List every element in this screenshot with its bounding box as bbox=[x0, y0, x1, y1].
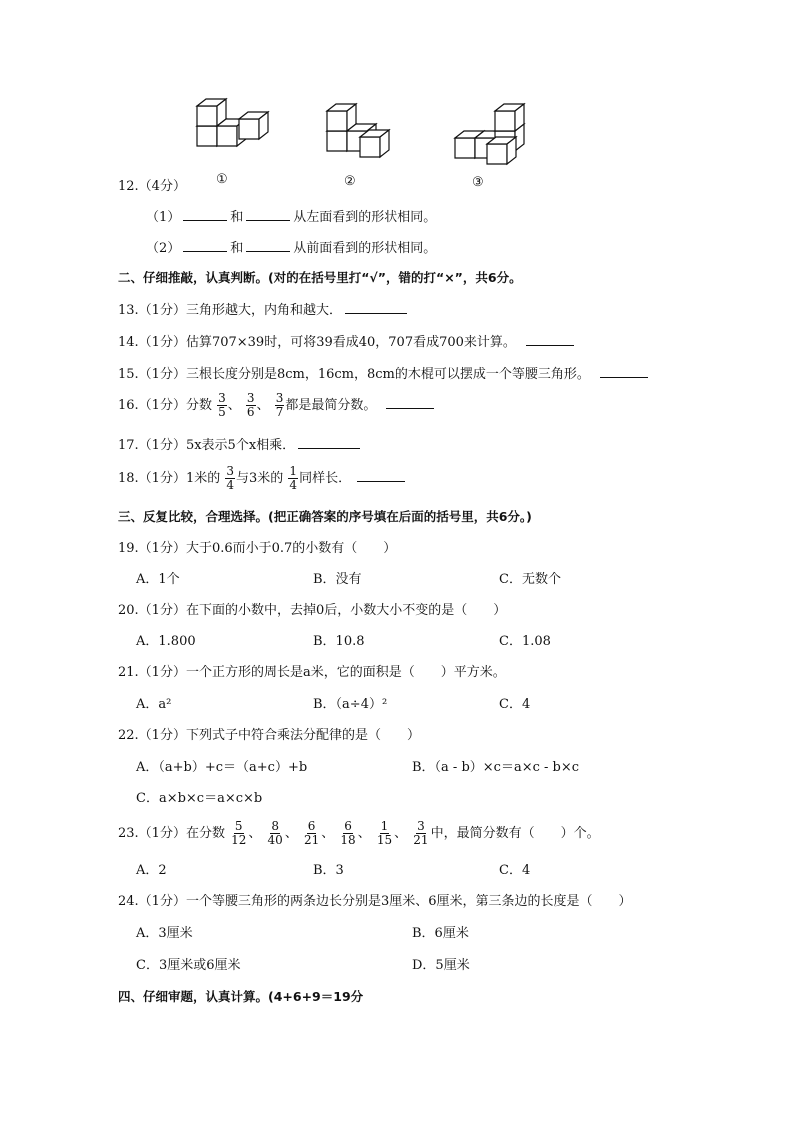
q19-option-a[interactable]: A．1个 bbox=[136, 572, 180, 587]
q12-part2: （2） 和 从前面看到的形状相同。 bbox=[146, 238, 436, 258]
fraction: $\frac{1}{15}$ bbox=[376, 819, 393, 847]
cube bbox=[487, 137, 516, 164]
section-4-heading: 四、仔细审题，认真计算。(4+6+9＝19分 bbox=[118, 989, 364, 1004]
fraction: $\frac{6}{18}$ bbox=[340, 819, 356, 847]
q21-option-b[interactable]: B．（a÷4）² bbox=[313, 697, 388, 712]
q22-stem: 22.（1分）下列式子中符合乘法分配律的是（ ） bbox=[118, 728, 420, 743]
figure-label-3: ③ bbox=[472, 175, 484, 190]
fraction: $\frac{1}{4}$ bbox=[289, 464, 298, 492]
fraction: $\frac{3}{5}$ bbox=[218, 391, 226, 419]
q21-option-a[interactable]: A．a² bbox=[136, 697, 172, 712]
fraction: $\frac{3}{7}$ bbox=[275, 391, 284, 419]
cube bbox=[495, 104, 524, 131]
q24-option-a[interactable]: A．3厘米 bbox=[136, 926, 193, 941]
q22-option-c[interactable]: C．a×b×c＝a×c×b bbox=[136, 791, 263, 806]
fraction: $\frac{5}{12}$ bbox=[231, 819, 247, 847]
q23-option-b[interactable]: B．3 bbox=[313, 863, 344, 878]
fraction: $\frac{6}{21}$ bbox=[303, 819, 320, 847]
q13: 13.（1分）三角形越大，内角和越大． bbox=[118, 300, 410, 320]
q15: 15.（1分）三根长度分别是8cm，16cm，8cm的木棍可以摆成一个等腰三角形。 bbox=[118, 364, 651, 384]
q18: 18.（1分）1米的 $\frac{3}{4}$ 与3米的 $\frac{1}{4}$ 同样长． bbox=[118, 465, 408, 492]
fraction: $\frac{3}{21}$ bbox=[413, 819, 429, 847]
fraction: $\frac{8}{40}$ bbox=[267, 819, 283, 847]
q23-option-a[interactable]: A．2 bbox=[136, 863, 167, 878]
q16: 16.（1分）分数 $\frac{3}{5}$ 、 $\frac{3}{6}$ 、 $\frac{3}{7}$ 都是最简分数。 bbox=[118, 392, 437, 419]
section-3-heading: 三、反复比较，合理选择。(把正确答案的序号填在后面的括号里，共6分。) bbox=[118, 509, 532, 524]
section-2-heading: 二、仔细推敲，认真判断。(对的在括号里打“√”，错的打“×”，共6分。 bbox=[118, 270, 522, 285]
q19-stem: 19.（1分）大于0.6而小于0.7的小数有（ ） bbox=[118, 541, 397, 556]
cube bbox=[360, 130, 389, 157]
q23-option-c[interactable]: C．4 bbox=[499, 863, 531, 878]
q12-stem: 12.（4分） bbox=[118, 179, 186, 194]
q20-option-a[interactable]: A．1.800 bbox=[136, 634, 196, 649]
figure-label-2: ② bbox=[344, 174, 356, 189]
q24-option-c[interactable]: C．3厘米或6厘米 bbox=[136, 958, 241, 973]
q23-stem: 23.（1分）在分数 $\frac{5}{12}$ 、 $\frac{8}{40}$ 、 $\frac{6}{21}$ 、 $\frac{6}{18}$ 、 $\frac{1}{15}$ 、 $\frac{3}{21}$ 中，最简分数有（ ）个。 bbox=[118, 819, 600, 847]
q19-option-b[interactable]: B．没有 bbox=[313, 572, 362, 587]
q22-option-a[interactable]: A．（a+b）+c＝（a+c）+b bbox=[136, 760, 308, 775]
fraction: $\frac{3}{6}$ bbox=[246, 391, 255, 419]
q19-option-c[interactable]: C．无数个 bbox=[499, 572, 561, 587]
q12-part1: （1） 和 从左面看到的形状相同。 bbox=[146, 207, 436, 227]
q24-option-d[interactable]: D．5厘米 bbox=[412, 958, 470, 973]
q20-option-b[interactable]: B．10.8 bbox=[313, 634, 365, 649]
q22-option-b[interactable]: B．（a - b）×c＝a×c - b×c bbox=[412, 760, 580, 775]
q17: 17.（1分）5x表示5个x相乘． bbox=[118, 435, 363, 455]
cube bbox=[239, 112, 268, 139]
q20-option-c[interactable]: C．1.08 bbox=[499, 634, 551, 649]
q21-stem: 21.（1分）一个正方形的周长是a米，它的面积是（ ）平方米。 bbox=[118, 665, 506, 680]
q24-option-b[interactable]: B．6厘米 bbox=[412, 926, 469, 941]
q14: 14.（1分）估算707×39时，可将39看成40，707看成700来计算。 bbox=[118, 332, 577, 352]
cube-figures bbox=[0, 0, 794, 200]
q21-option-c[interactable]: C．4 bbox=[499, 697, 531, 712]
figure-label-1: ① bbox=[216, 172, 228, 187]
fraction: $\frac{3}{4}$ bbox=[226, 464, 234, 492]
q20-stem: 20.（1分）在下面的小数中，去掉0后，小数大小不变的是（ ） bbox=[118, 603, 507, 618]
q24-stem: 24.（1分）一个等腰三角形的两条边长分别是3厘米、6厘米，第三条边的长度是（ ） bbox=[118, 894, 632, 909]
